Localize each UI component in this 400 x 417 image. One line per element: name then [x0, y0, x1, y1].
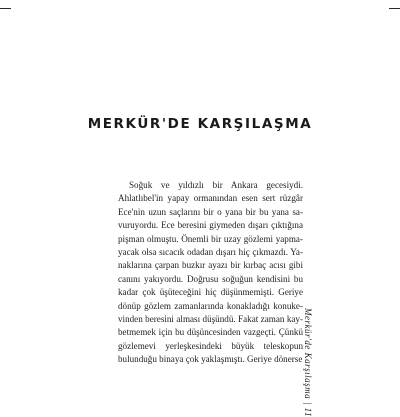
text-line: kadar çok üşüteceğini hiç düşünmemişti. Geriye — [118, 287, 303, 298]
text-line: Ahlatlıbel'in yapay ormanından esen sert rüzgâr — [118, 193, 303, 204]
text-line: Ece'nin uzun saçlarını bir o yana bir bu yana sa- — [118, 206, 303, 217]
text-line: naklarına çarpan buzkır ayazı bir kırbaç acısı gibi — [118, 260, 303, 271]
text-line: dönüp gözlem zamanlarında konakladığı konuke- — [118, 300, 303, 311]
body-paragraph — [118, 179, 303, 367]
text-line: yacak olsa sıcacık odadan dışarı hiç çıkmazdı. Ya- — [118, 247, 303, 258]
chapter-title: MERKÜR'DE KARŞILAŞMA — [87, 116, 313, 132]
text-line: pişman olmuştu. Önemli bir uzay gözlemi yapma- — [118, 233, 303, 244]
text-line: vinden beresini alması düşündü. Fakat zaman kay- — [118, 314, 303, 325]
text-line: bulunduğu binaya çok yaklaşmıştı. Geriye dönerse — [118, 354, 303, 365]
text-line: betmemek için bu düşüncesinden vazgeçti. Çünkü — [118, 327, 303, 338]
crop-mark-top-left — [0, 8, 11, 9]
text-line: gözlemevi yerleşkesindeki büyük teleskopun — [118, 340, 303, 351]
text-line: canını yakıyordu. Doğrusu soğuğun kendisini bu — [118, 273, 303, 284]
running-head — [303, 308, 313, 417]
crop-mark-top-right — [389, 8, 400, 9]
text-line: vuruyordu. Ece beresini giymeden dışarı çıktığına — [118, 220, 303, 231]
page-number: 11 — [303, 407, 313, 417]
text-line: Soğuk ve yıldızlı bir Ankara gecesiydi. — [129, 180, 303, 190]
running-head-separator: | — [303, 401, 313, 405]
running-head-title: Merkür'de Karşılaşma — [303, 308, 313, 400]
